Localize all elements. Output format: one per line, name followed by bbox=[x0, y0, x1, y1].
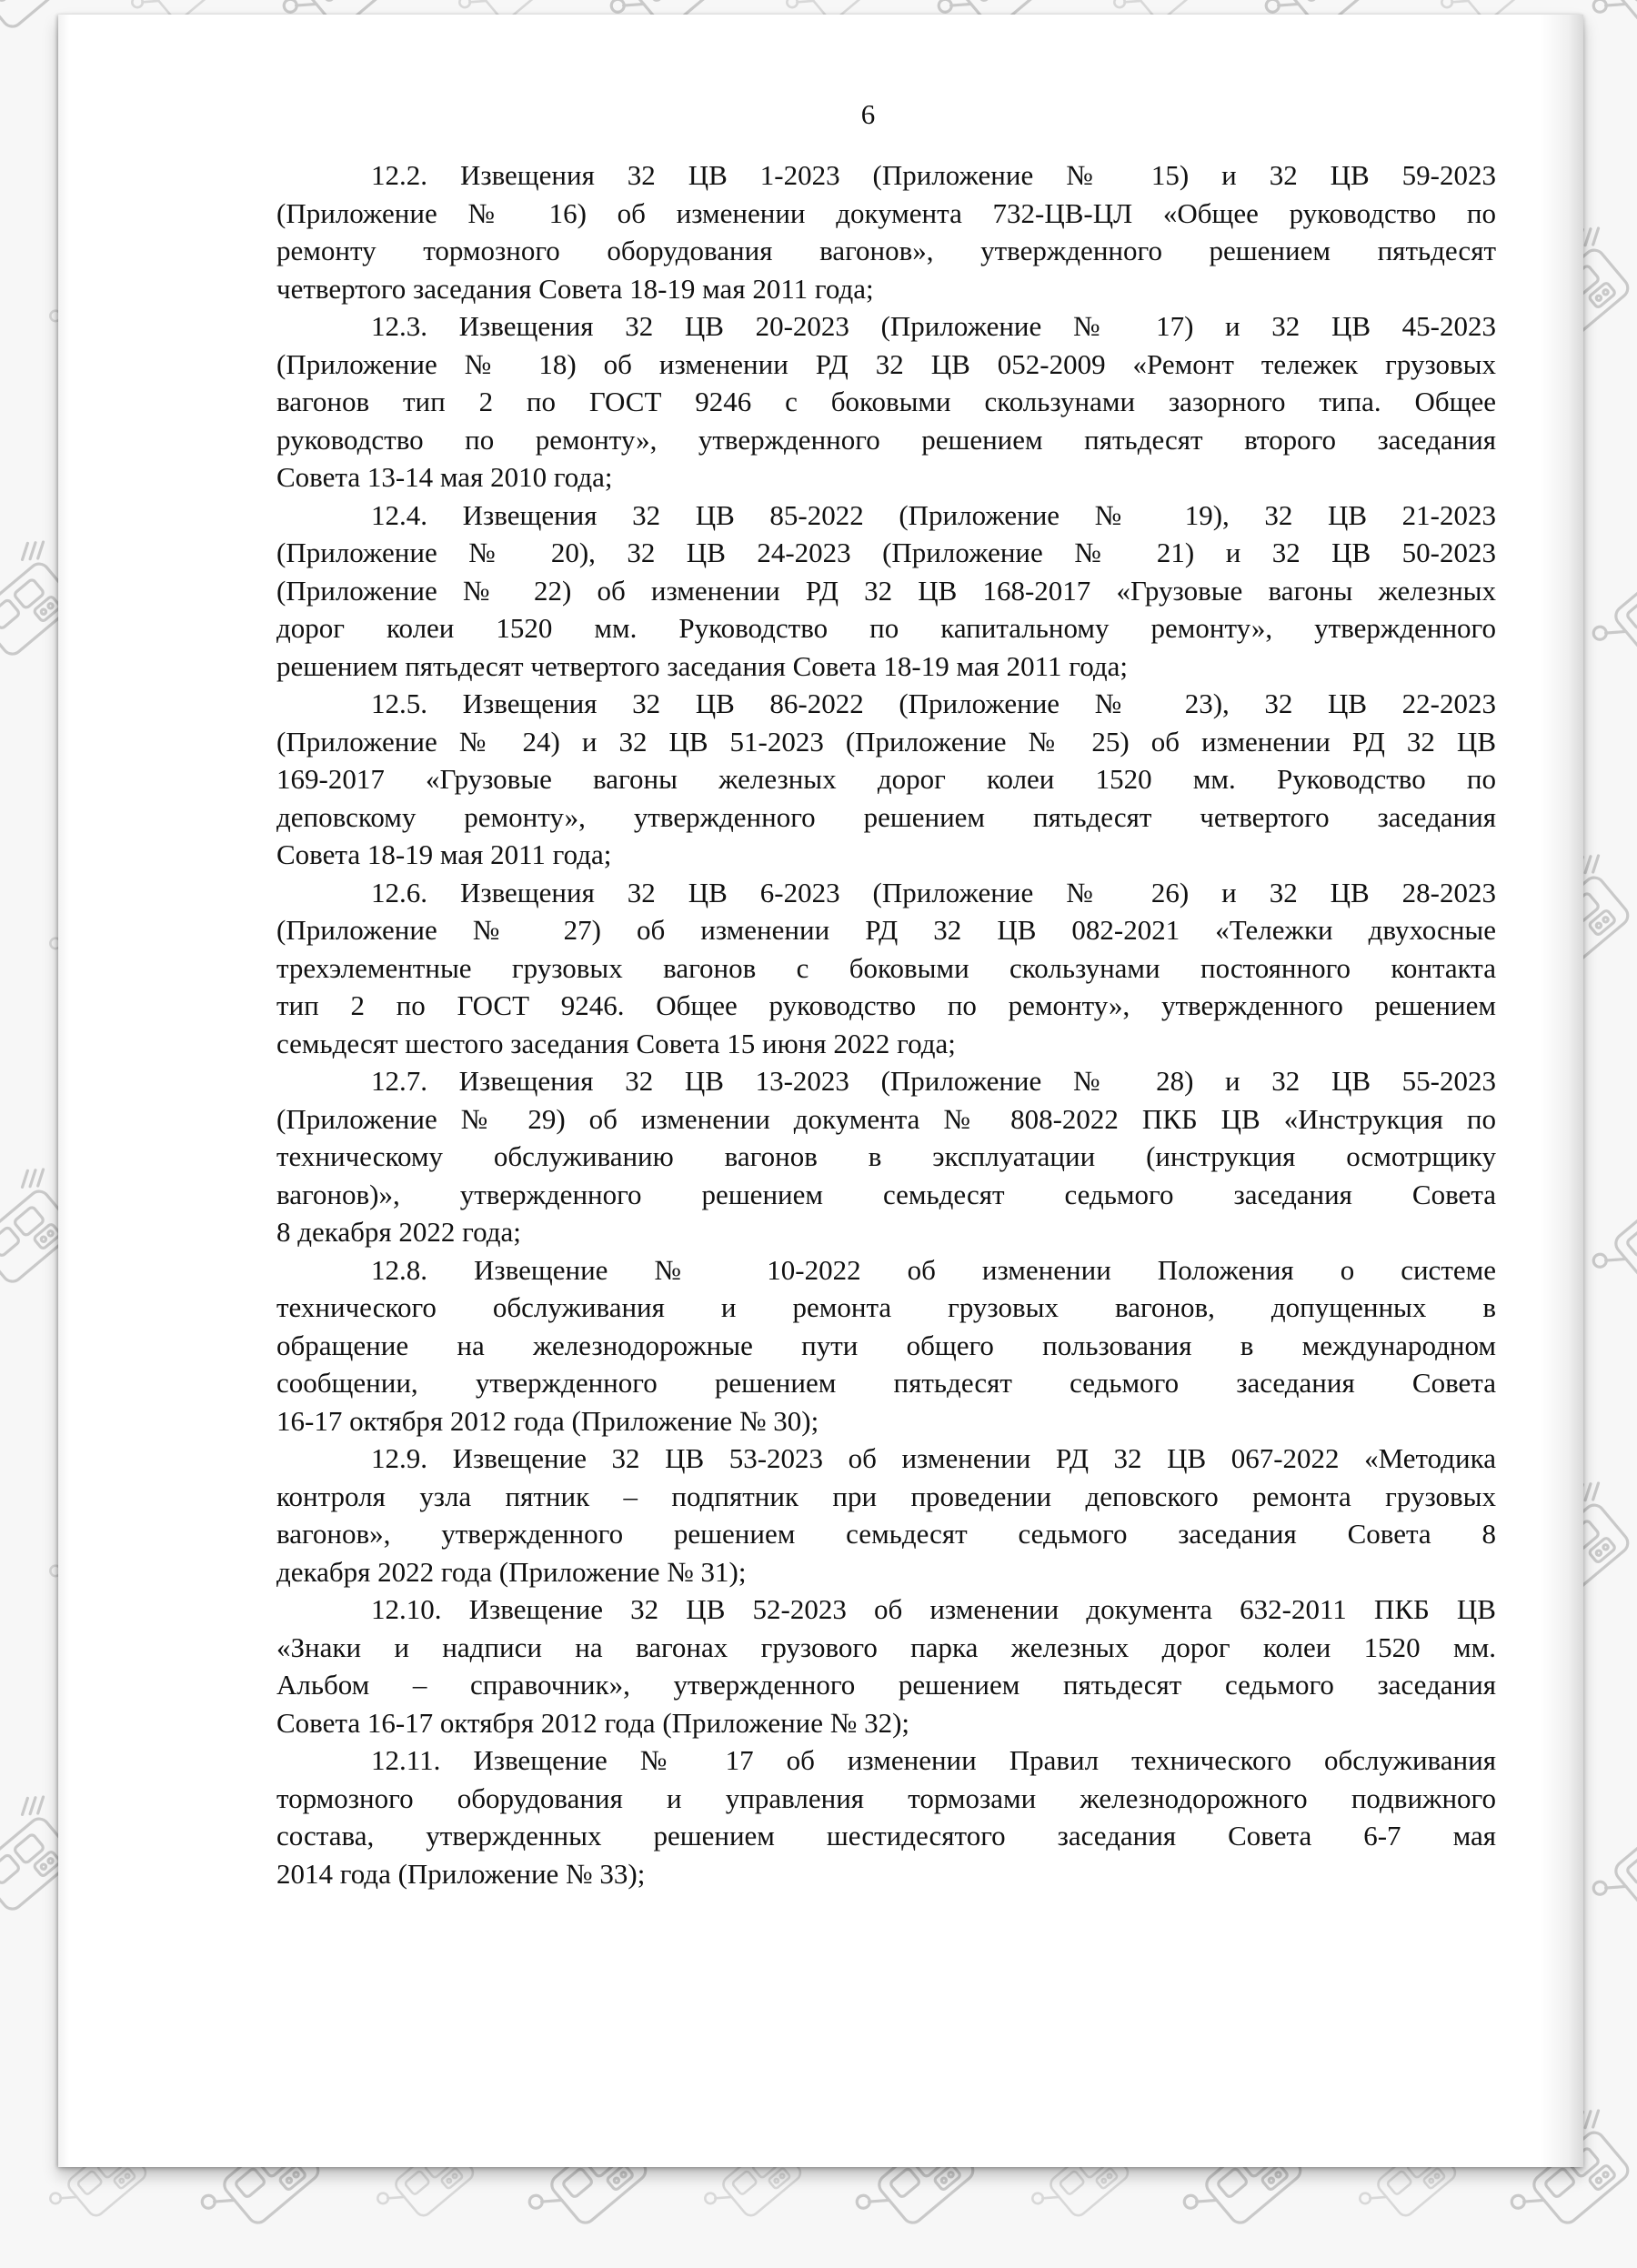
text-line: 8 декабря 2022 года; bbox=[276, 1216, 521, 1248]
text-line: состава, утвержденных решением шестидесятого заседания Совета 6-7 мая bbox=[276, 1820, 1496, 1852]
text-line: 12.4. Извещения 32 ЦВ 85-2022 (Приложение № 19), 32 ЦВ 21-2023 bbox=[371, 498, 1496, 531]
text-line: (Приложение № 20), 32 ЦВ 24-2023 (Приложение № 21) и 32 ЦВ 50-2023 bbox=[276, 537, 1496, 568]
paragraph-12-7 bbox=[276, 1062, 1496, 1251]
text-line: тормозного оборудования и управления тормозами железнодорожного подвижного bbox=[276, 1781, 1496, 1814]
text-line: тип 2 по ГОСТ 9246. Общее руководство по ремонту», утвержденного решением bbox=[276, 989, 1496, 1021]
paragraph-12-10 bbox=[276, 1591, 1496, 1741]
paragraph-12-4 bbox=[276, 497, 1496, 686]
page-number: 6 bbox=[860, 98, 876, 130]
text-line: (Приложение № 16) об изменении документа 732-ЦВ-ЦЛ «Общее руководство по bbox=[276, 196, 1496, 229]
text-line: обращение на железнодорожные пути общего пользования в международном bbox=[276, 1329, 1496, 1361]
railcar-icon bbox=[1575, 0, 1637, 68]
text-line: 12.5. Извещения 32 ЦВ 86-2022 (Приложение № 23), 32 ЦВ 22-2023 bbox=[371, 687, 1496, 719]
railcar-icon bbox=[1575, 532, 1637, 697]
paragraph-12-9 bbox=[276, 1440, 1496, 1591]
text-line: 12.6. Извещения 32 ЦВ 6-2023 (Приложение № 26) и 32 ЦВ 28-2023 bbox=[371, 876, 1496, 908]
text-line: 12.2. Извещения 32 ЦВ 1-2023 (Приложение № 15) и 32 ЦВ 59-2023 bbox=[371, 159, 1496, 191]
text-line: (Приложение № 27) об изменении РД 32 ЦВ 082-2021 «Тележки двухосные bbox=[276, 914, 1496, 946]
document-body bbox=[276, 156, 1496, 1892]
text-line: деповскому ремонту», утвержденного решением пятьдесят четвертого заседания bbox=[276, 800, 1496, 833]
text-line: сообщении, утвержденного решением пятьдесят седьмого заседания Совета bbox=[276, 1367, 1496, 1399]
text-line: руководство по ремонту», утвержденного решением пятьдесят второго заседания bbox=[276, 423, 1496, 456]
text-line: (Приложение № 29) об изменении документа № 808-2022 ПКБ ЦВ «Инструкция по bbox=[276, 1102, 1496, 1135]
paragraph-12-3 bbox=[276, 307, 1496, 497]
paragraph-12-2 bbox=[276, 156, 1496, 307]
text-line: 12.7. Извещения 32 ЦВ 13-2023 (Приложение № 28) и 32 ЦВ 55-2023 bbox=[371, 1065, 1496, 1097]
text-line: техническому обслуживанию вагонов в эксплуатации (инструкция осмотрщику bbox=[276, 1140, 1496, 1172]
text-line: 16-17 октября 2012 года (Приложение № 30); bbox=[276, 1404, 819, 1437]
text-line: Совета 18-19 мая 2011 года; bbox=[276, 838, 612, 870]
paragraph-12-5 bbox=[276, 685, 1496, 874]
text-line: 12.3. Извещения 32 ЦВ 20-2023 (Приложение № 17) и 32 ЦВ 45-2023 bbox=[371, 310, 1496, 342]
text-line: Совета 16-17 октября 2012 года (Приложение № 32); bbox=[276, 1706, 910, 1739]
text-line: Совета 13-14 мая 2010 года; bbox=[276, 461, 613, 493]
paragraph-12-11 bbox=[276, 1741, 1496, 1892]
text-line: 169-2017 «Грузовые вагоны железных дорог колеи 1520 мм. Руководство по bbox=[276, 763, 1496, 795]
text-line: (Приложение № 22) об изменении РД 32 ЦВ 168-2017 «Грузовые вагоны железных bbox=[276, 574, 1496, 607]
text-line: (Приложение № 24) и 32 ЦВ 51-2023 (Приложение № 25) об изменении РД 32 ЦВ bbox=[276, 725, 1496, 758]
text-line: 2014 года (Приложение № 33); bbox=[276, 1857, 646, 1890]
text-line: 12.9. Извещение 32 ЦВ 53-2023 об изменении РД 32 ЦВ 067-2022 «Методика bbox=[371, 1442, 1496, 1474]
text-line: технического обслуживания и ремонта грузовых вагонов, допущенных в bbox=[276, 1291, 1496, 1323]
text-line: Альбом – справочник», утвержденного решением пятьдесят седьмого заседания bbox=[276, 1669, 1496, 1701]
text-line: решением пятьдесят четвертого заседания Совета 18-19 мая 2011 года; bbox=[276, 649, 1128, 682]
railcar-icon bbox=[1575, 1159, 1637, 1324]
text-line: контроля узла пятник – подпятник при проведении деповского ремонта грузовых bbox=[276, 1480, 1496, 1512]
text-line: дорог колеи 1520 мм. Руководство по капитальному ремонту», утвержденного bbox=[276, 612, 1496, 644]
text-line: вагонов», утвержденного решением семьдесят седьмого заседания Совета 8 bbox=[276, 1518, 1496, 1550]
text-line: 12.8. Извещение № 10-2022 об изменении Положения о системе bbox=[371, 1253, 1496, 1286]
text-line: (Приложение № 18) об изменении РД 32 ЦВ 052-2009 «Ремонт тележек грузовых bbox=[276, 347, 1496, 380]
railcar-icon bbox=[1575, 1787, 1637, 1952]
document-page bbox=[58, 15, 1583, 2167]
text-line: вагонов)», утвержденного решением семьдесят седьмого заседания Совета bbox=[276, 1178, 1496, 1210]
paragraph-12-6 bbox=[276, 874, 1496, 1063]
text-line: декабря 2022 года (Приложение № 31); bbox=[276, 1555, 747, 1588]
text-line: 12.11. Извещение № 17 об изменении Правил технического обслуживания bbox=[371, 1744, 1496, 1776]
paragraph-12-8 bbox=[276, 1251, 1496, 1440]
text-line: вагонов тип 2 по ГОСТ 9246 с боковыми скользунами зазорного типа. Общее bbox=[276, 386, 1496, 417]
text-line: четвертого заседания Совета 18-19 мая 2011 года; bbox=[276, 272, 874, 305]
text-line: «Знаки и надписи на вагонах грузового парка железных дорог колеи 1520 мм. bbox=[276, 1631, 1496, 1663]
text-line: семьдесят шестого заседания Совета 15 июня 2022 года; bbox=[276, 1027, 956, 1059]
text-line: трехэлементные грузовых вагонов с боковыми скользунами постоянного контакта bbox=[276, 951, 1496, 984]
text-line: 12.10. Извещение 32 ЦВ 52-2023 об изменении документа 632-2011 ПКБ ЦВ bbox=[371, 1593, 1496, 1625]
text-line: ремонту тормозного оборудования вагонов», утвержденного решением пятьдесят bbox=[276, 235, 1496, 266]
